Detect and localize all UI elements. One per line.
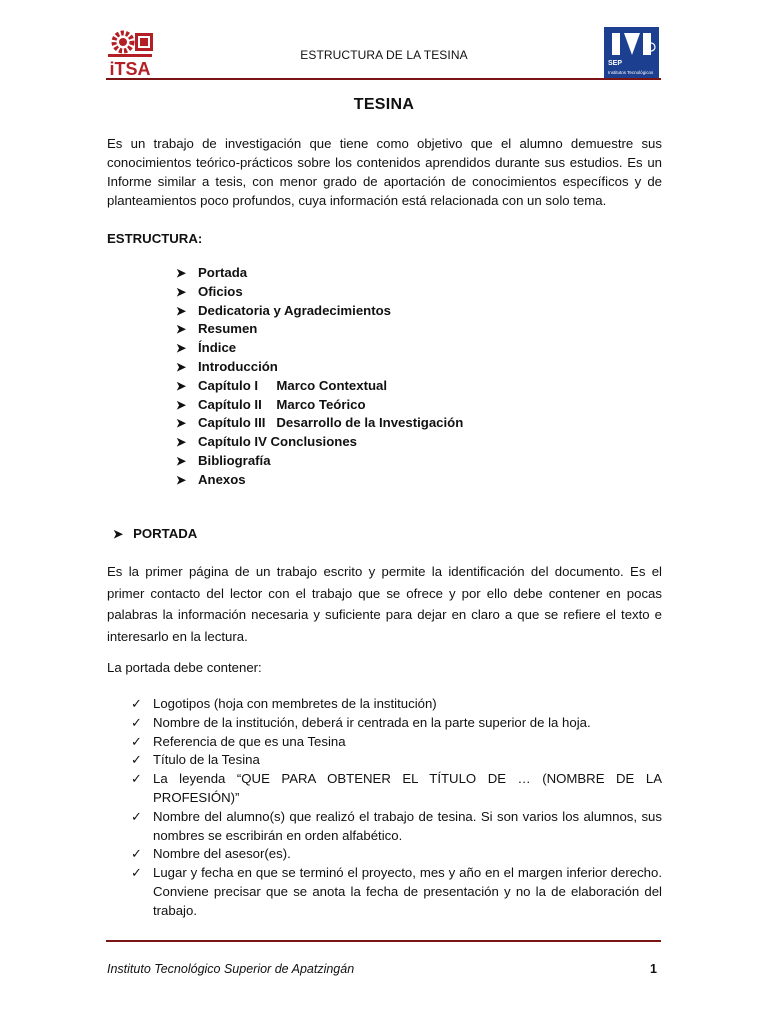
document-title: TESINA xyxy=(353,96,415,113)
list-item: ➤ Índice xyxy=(176,339,463,358)
arrow-bullet-icon: ➤ xyxy=(176,397,187,412)
portada-heading: ➤ PORTADA xyxy=(113,526,198,541)
list-item: ➤ Anexos xyxy=(176,471,463,490)
svg-text:iTSA: iTSA xyxy=(109,59,151,78)
checkmark-icon: ✓ xyxy=(131,846,142,862)
list-item: ➤ Introducción xyxy=(176,358,463,377)
footer-divider xyxy=(106,940,661,942)
intro-paragraph: Es un trabajo de investigación que tiene como objetivo que el alumno demuestre sus conocimientos teórico-prácticos sobre los contenidos aprendidos durante sus estudios. Es un Informe similar a tesis, con menor grado de aportación de conocimientos específicos y de planteamientos poco profundos, cuya información está relacionada con un solo tema. xyxy=(107,136,662,208)
arrow-bullet-icon: ➤ xyxy=(176,341,187,356)
list-item: ➤ Dedicatoria y Agradecimientos xyxy=(176,302,463,321)
checkmark-icon: ✓ xyxy=(131,752,142,768)
arrow-bullet-icon: ➤ xyxy=(176,322,187,337)
list-item: ➤ Portada xyxy=(176,264,463,283)
footer-institution: Instituto Tecnológico Superior de Apatzingán xyxy=(107,962,355,976)
list-item: ✓ Nombre de la institución, deberá ir centrada en la parte superior de la hoja. xyxy=(131,714,662,733)
arrow-bullet-icon: ➤ xyxy=(176,284,187,299)
arrow-bullet-icon: ➤ xyxy=(176,453,187,468)
list-item: ✓ Lugar y fecha en que se terminó el proyecto, mes y año en el margen inferior derecho. Conviene precisar que se anota la fecha de presentación y no la de elaboración del trabajo. xyxy=(131,865,662,918)
arrow-bullet-icon: ➤ xyxy=(176,266,187,280)
itsa-logo xyxy=(106,26,156,78)
arrow-bullet-icon: ➤ xyxy=(176,378,187,393)
header-divider xyxy=(106,78,661,80)
list-item: ✓ Nombre del asesor(es). xyxy=(131,845,662,864)
page-number: 1 xyxy=(650,962,657,976)
arrow-bullet-icon: ➤ xyxy=(176,435,187,450)
list-item: ➤ Resumen xyxy=(176,320,463,339)
portada-paragraph: Es la primer página de un trabajo escrito y permite la identificación del documento. Es el primer contacto del lector con el trabajo que se ofrece y por ello debe contener en pocas palabras la información necesaria y suficiente para dejar en claro a que se refiere el texto e interesarlo en la lectura. xyxy=(107,564,662,644)
checkmark-icon: ✓ xyxy=(131,696,142,711)
estructura-list xyxy=(176,264,463,490)
list-item: ✓ Referencia de que es una Tesina xyxy=(131,733,662,752)
list-item: ➤ Capítulo IV Conclusiones xyxy=(176,433,463,452)
svg-text:SEP: SEP xyxy=(608,60,623,67)
list-item: ✓ La leyenda “QUE PARA OBTENER EL TÍTULO DE … (NOMBRE DE LA PROFESIÓN)” xyxy=(131,771,662,805)
list-item: ➤ Oficios xyxy=(176,283,463,302)
arrow-bullet-icon: ➤ xyxy=(176,359,187,374)
list-item: ➤ Capítulo III Desarrollo de la Investigación xyxy=(176,414,463,433)
arrow-bullet-icon: ➤ xyxy=(176,303,187,318)
checkmark-icon: ✓ xyxy=(131,808,142,824)
list-item: ✓ Nombre del alumno(s) que realizó el trabajo de tesina. Si son varios los alumnos, sus nombres se escribirán en orden alfabético. xyxy=(131,808,662,843)
portada-contents-label: La portada debe contener: xyxy=(107,660,262,675)
svg-text:Institutos Tecnológicos: Institutos Tecnológicos xyxy=(608,70,654,75)
checkmark-icon: ✓ xyxy=(131,714,142,730)
arrow-bullet-icon: ➤ xyxy=(176,472,187,487)
arrow-bullet-icon: ➤ xyxy=(113,527,124,541)
list-item: ➤ Capítulo I Marco Contextual xyxy=(176,377,463,396)
header-title: ESTRUCTURA DE LA TESINA xyxy=(300,48,468,62)
checkmark-icon: ✓ xyxy=(131,865,142,881)
list-item: ✓ Logotipos (hoja con membretes de la institución) xyxy=(131,695,662,714)
arrow-bullet-icon: ➤ xyxy=(176,416,187,431)
checkmark-icon: ✓ xyxy=(131,733,142,749)
estructura-label: ESTRUCTURA: xyxy=(107,231,203,246)
list-item: ➤ Capítulo II Marco Teórico xyxy=(176,396,463,415)
list-item: ✓ Título de la Tesina xyxy=(131,751,662,770)
sep-logo xyxy=(604,27,659,79)
checkmark-icon: ✓ xyxy=(131,771,142,787)
portada-checklist xyxy=(131,695,662,921)
list-item: ➤ Bibliografía xyxy=(176,452,463,471)
